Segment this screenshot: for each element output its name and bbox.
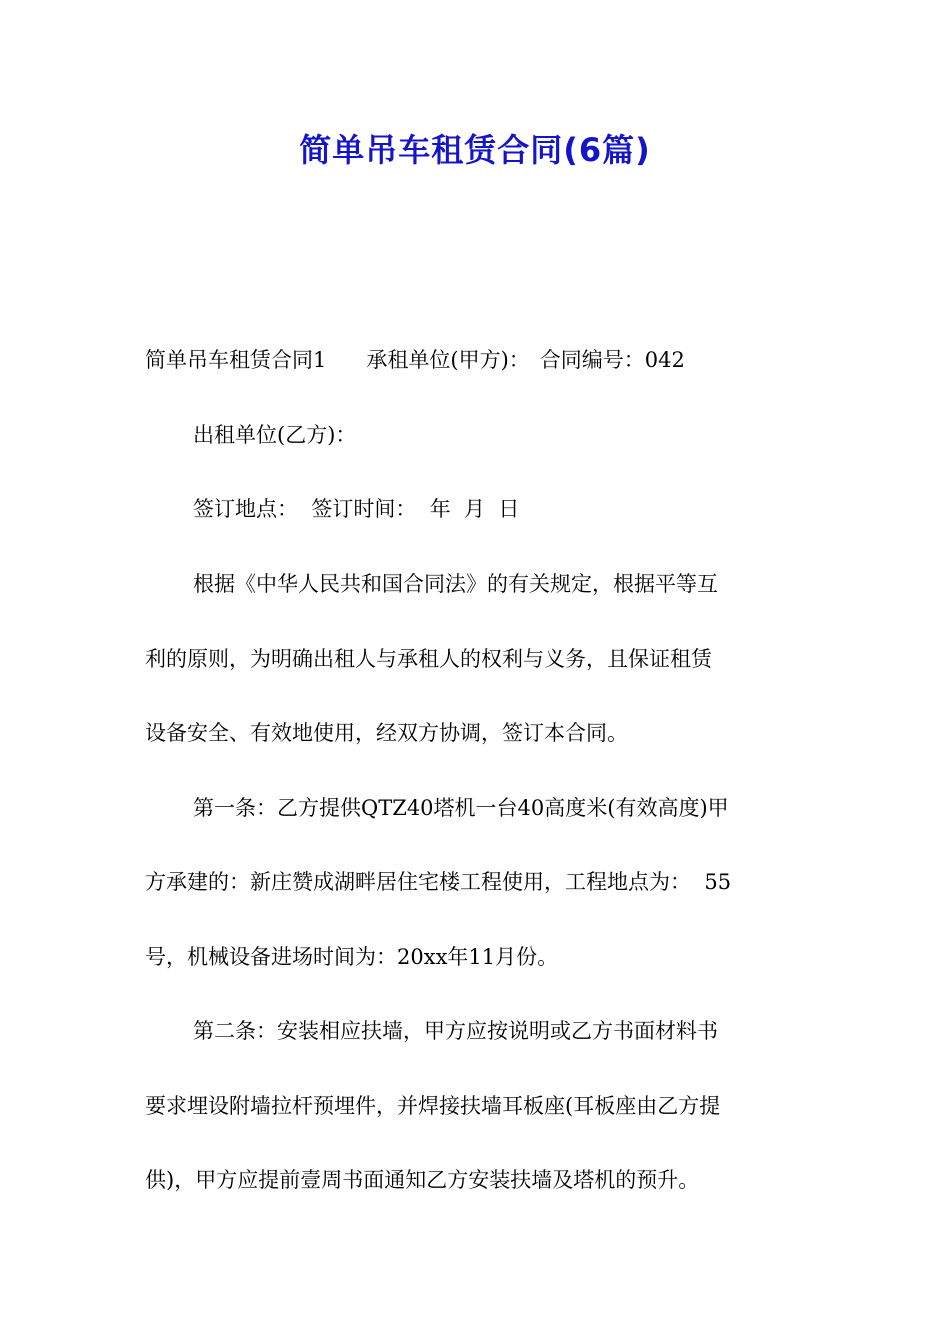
paragraph-intro-line-1: 根据《中华人民共和国合同法》的有关规定，根据平等互 <box>193 572 718 596</box>
document-title: 简单吊车租赁合同(6篇) <box>299 131 651 169</box>
article-2-line-3: 供)，甲方应提前壹周书面通知乙方安装扶墙及塔机的预升。 <box>145 1168 700 1192</box>
article-1-line-1: 第一条：乙方提供QTZ40塔机一台40高度米(有效高度)甲 <box>193 796 729 820</box>
lessor-line: 出租单位(乙方)： <box>193 423 357 447</box>
paragraph-intro-line-3: 设备安全、有效地使用，经双方协调，签订本合同。 <box>145 721 628 745</box>
article-1-line-2: 方承建的：新庄赞成湖畔居住宅楼工程使用，工程地点为： 55 <box>145 870 732 894</box>
contract-name: 简单吊车租赁合同1 <box>145 348 327 372</box>
contract-number: 合同编号：042 <box>539 348 685 372</box>
signing-line: 签订地点： 签订时间： 年 月 日 <box>193 497 520 521</box>
article-1-line-3: 号，机械设备进场时间为：20xx年11月份。 <box>145 945 559 969</box>
lessee-label: 承租单位(甲方)： <box>366 348 530 372</box>
paragraph-intro-line-2: 利的原则，为明确出租人与承租人的权利与义务，且保证租赁 <box>145 647 712 671</box>
article-2-line-1: 第二条：安装相应扶墙，甲方应按说明或乙方书面材料书 <box>193 1019 718 1043</box>
article-2-line-2: 要求埋设附墙拉杆预埋件，并焊接扶墙耳板座(耳板座由乙方提 <box>145 1094 721 1118</box>
contract-header-line <box>145 344 815 376</box>
